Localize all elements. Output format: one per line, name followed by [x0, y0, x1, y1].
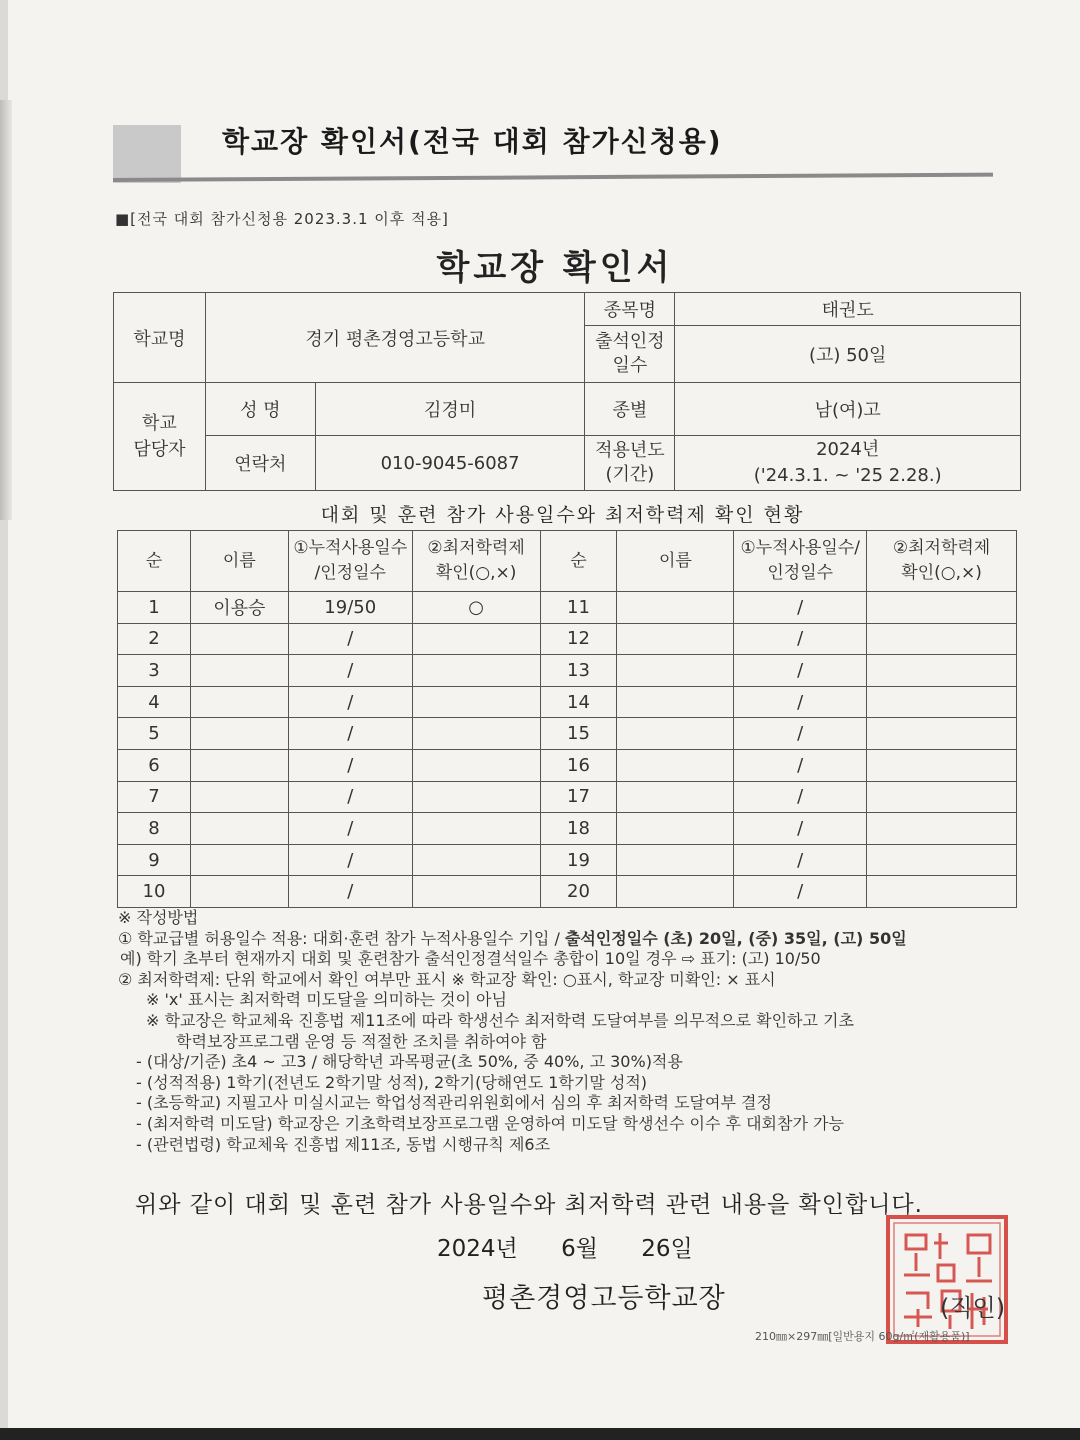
row-min-achievement: [412, 813, 540, 845]
instruction-1: ① 학교급별 허용일수 적용: 대회·훈련 참가 누적사용일수 기입 / 출석인정일수 (초) 20일, (중) 35일, (고) 50일: [118, 928, 907, 948]
row-number-2: 14: [540, 686, 617, 718]
seal-mark-label: (직인): [940, 1294, 1006, 1322]
row-name: [190, 749, 288, 781]
instructions: [118, 908, 1038, 1155]
col-header-no-2: 순: [540, 531, 617, 592]
manager-name-value: 김경미: [315, 383, 585, 436]
col-header-name: 이름: [190, 531, 288, 592]
row-number: 7: [118, 781, 191, 813]
sport-label: 종목명: [585, 293, 675, 326]
applicability-note: ■[전국 대회 참가신청용 2023.3.1 이후 적용]: [115, 210, 449, 228]
detail-5: - (관련법령) 학교체육 진흥법 제11조, 동법 시행규칙 제6조: [136, 1134, 551, 1154]
school-info-table: [113, 292, 1021, 491]
row-used-days: /: [288, 749, 412, 781]
row-used-days-2: /: [734, 813, 867, 845]
row-number: 9: [118, 844, 191, 876]
row-min-achievement: [412, 623, 540, 655]
row-number-2: 15: [540, 718, 617, 750]
section-title: 대회 및 훈련 참가 사용일수와 최저학력제 확인 현황: [320, 504, 805, 526]
period-label: 적용년도 (기간): [585, 436, 675, 491]
row-name: [190, 655, 288, 687]
table-row: [118, 876, 1017, 908]
row-number: 3: [118, 655, 191, 687]
paper-spec: 210㎜×297㎜[일반용지 60g/㎡(재활용품)]: [755, 1330, 970, 1343]
row-name-2: [617, 686, 734, 718]
document-date: [437, 1230, 693, 1263]
gender-value: 남(여)고: [675, 383, 1021, 436]
page-edge-shadow: [0, 100, 12, 520]
row-name: [190, 623, 288, 655]
row-used-days-2: /: [734, 876, 867, 908]
row-used-days: /: [288, 623, 412, 655]
row-name-2: [617, 876, 734, 908]
row-used-days-2: /: [734, 781, 867, 813]
row-name: [190, 813, 288, 845]
manager-name-label: 성 명: [205, 383, 315, 436]
date-day: 26일: [641, 1236, 693, 1262]
row-used-days: /: [288, 718, 412, 750]
page-title: 학교장 확인서: [436, 248, 674, 288]
row-name-2: [617, 718, 734, 750]
row-min-achievement-2: [867, 813, 1017, 845]
table-row: [118, 718, 1017, 750]
attendance-table: [117, 530, 1017, 908]
manager-label: 학교 담당자: [114, 383, 206, 491]
row-number-2: 12: [540, 623, 617, 655]
row-min-achievement-2: [867, 749, 1017, 781]
col-header-min-achievement-2: ②최저학력제 확인(○,×): [867, 531, 1017, 592]
col-header-used-days: ①누적사용일수 /인정일수: [288, 531, 412, 592]
row-number-2: 19: [540, 844, 617, 876]
title-accent-block: [113, 125, 181, 183]
row-name: [190, 718, 288, 750]
instructions-heading: ※ 작성방법: [118, 908, 199, 927]
row-number: 2: [118, 623, 191, 655]
row-name-2: [617, 813, 734, 845]
row-name: 이용승: [190, 592, 288, 624]
detail-2: - (성적적용) 1학기(전년도 2학기말 성적), 2학기(당해연도 1학기말 성적): [136, 1072, 648, 1092]
row-min-achievement-2: [867, 781, 1017, 813]
principal-name: 평촌경영고등학교장: [482, 1283, 726, 1314]
table-row: [118, 686, 1017, 718]
row-name-2: [617, 781, 734, 813]
row-min-achievement: [412, 655, 540, 687]
detail-3: - (초등학교) 지필고사 미실시교는 학업성적관리위원회에서 심의 후 최저학력 도달여부 결정: [136, 1093, 772, 1113]
row-name: [190, 686, 288, 718]
row-number-2: 11: [540, 592, 617, 624]
table-row: [118, 781, 1017, 813]
row-name-2: [617, 655, 734, 687]
row-min-achievement-2: [867, 686, 1017, 718]
row-number: 6: [118, 749, 191, 781]
official-seal-stamp: [884, 1213, 1010, 1346]
row-number: 1: [118, 592, 191, 624]
col-header-no: 순: [118, 531, 191, 592]
row-min-achievement-2: [867, 718, 1017, 750]
row-number-2: 18: [540, 813, 617, 845]
row-used-days-2: /: [734, 686, 867, 718]
row-used-days-2: /: [734, 749, 867, 781]
date-month: 6월: [561, 1236, 598, 1262]
row-min-achievement-2: [867, 592, 1017, 624]
row-used-days: /: [288, 781, 412, 813]
instruction-1-example: 예) 학기 초부터 현재까지 대회 및 훈련참가 출석인정결석일수 총합이 10일 경우 ⇨ 표기: (고) 10/50: [120, 949, 821, 969]
document-header-title: 학교장 확인서(전국 대회 참가신청용): [222, 125, 723, 158]
gender-label: 종별: [585, 383, 675, 436]
row-used-days: /: [288, 813, 412, 845]
row-number: 4: [118, 686, 191, 718]
date-year: 2024년: [437, 1236, 518, 1262]
row-name-2: [617, 592, 734, 624]
row-name-2: [617, 623, 734, 655]
row-min-achievement: [412, 686, 540, 718]
sport-value: 태권도: [675, 293, 1021, 326]
row-number-2: 17: [540, 781, 617, 813]
row-used-days-2: /: [734, 623, 867, 655]
table-row: [118, 623, 1017, 655]
instruction-2-note-a: ※ 'x' 표시는 최저학력 미도달을 의미하는 것이 아님: [146, 990, 507, 1010]
row-used-days-2: /: [734, 655, 867, 687]
row-used-days: /: [288, 876, 412, 908]
row-min-achievement-2: [867, 655, 1017, 687]
col-header-min-achievement: ②최저학력제 확인(○,×): [412, 531, 540, 592]
row-min-achievement: [412, 876, 540, 908]
row-used-days-2: /: [734, 718, 867, 750]
table-row: [118, 749, 1017, 781]
instruction-2-note-c: 학력보장프로그램 운영 등 적절한 조치를 취하여야 함: [176, 1031, 547, 1051]
row-min-achievement-2: [867, 876, 1017, 908]
row-number: 8: [118, 813, 191, 845]
row-min-achievement-2: [867, 623, 1017, 655]
row-used-days: /: [288, 655, 412, 687]
row-min-achievement: [412, 781, 540, 813]
row-min-achievement-2: [867, 844, 1017, 876]
col-header-used-days-2: ①누적사용일수/ 인정일수: [734, 531, 867, 592]
school-name-value: 경기 평촌경영고등학교: [205, 293, 585, 383]
school-name-label: 학교명: [114, 293, 206, 383]
detail-4: - (최저학력 미도달) 학교장은 기초학력보장프로그램 운영하여 미도달 학생선수 이수 후 대회참가 가능: [136, 1113, 844, 1133]
attendance-days-label: 출석인정 일수: [585, 326, 675, 383]
row-number-2: 20: [540, 876, 617, 908]
contact-value: 010-9045-6087: [315, 436, 585, 491]
table-row: [118, 655, 1017, 687]
contact-label: 연락처: [205, 436, 315, 491]
table-row: [118, 592, 1017, 624]
table-row: [118, 813, 1017, 845]
row-name: [190, 876, 288, 908]
row-number: 10: [118, 876, 191, 908]
row-min-achievement: [412, 844, 540, 876]
row-used-days: /: [288, 686, 412, 718]
attendance-days-value: (고) 50일: [675, 326, 1021, 383]
row-used-days-2: /: [734, 592, 867, 624]
row-name: [190, 844, 288, 876]
row-used-days: /: [288, 844, 412, 876]
row-number: 5: [118, 718, 191, 750]
row-used-days-2: /: [734, 844, 867, 876]
instruction-2: ② 최저학력제: 단위 학교에서 확인 여부만 표시 ※ 학교장 확인: ○표시, 학교장 미확인: × 표시: [118, 969, 776, 989]
row-name-2: [617, 749, 734, 781]
table-row: [118, 844, 1017, 876]
col-header-name-2: 이름: [617, 531, 734, 592]
confirmation-statement: 위와 같이 대회 및 훈련 참가 사용일수와 최저학력 관련 내용을 확인합니다.: [135, 1192, 923, 1218]
row-used-days: 19/50: [288, 592, 412, 624]
row-number-2: 13: [540, 655, 617, 687]
instruction-2-note-b: ※ 학교장은 학교체육 진흥법 제11조에 따라 학생선수 최저학력 도달여부를 의무적으로 확인하고 기초: [146, 1010, 854, 1030]
row-min-achievement: [412, 749, 540, 781]
row-min-achievement: [412, 718, 540, 750]
row-number-2: 16: [540, 749, 617, 781]
screen-bottom-edge: [0, 1428, 1080, 1440]
detail-1: - (대상/기준) 초4 ~ 고3 / 해당학년 과목평균(초 50%, 중 40%, 고 30%)적용: [136, 1052, 683, 1072]
period-value: 2024년 ('24.3.1. ~ '25 2.28.): [675, 436, 1021, 491]
row-name-2: [617, 844, 734, 876]
row-name: [190, 781, 288, 813]
row-min-achievement: ○: [412, 592, 540, 624]
